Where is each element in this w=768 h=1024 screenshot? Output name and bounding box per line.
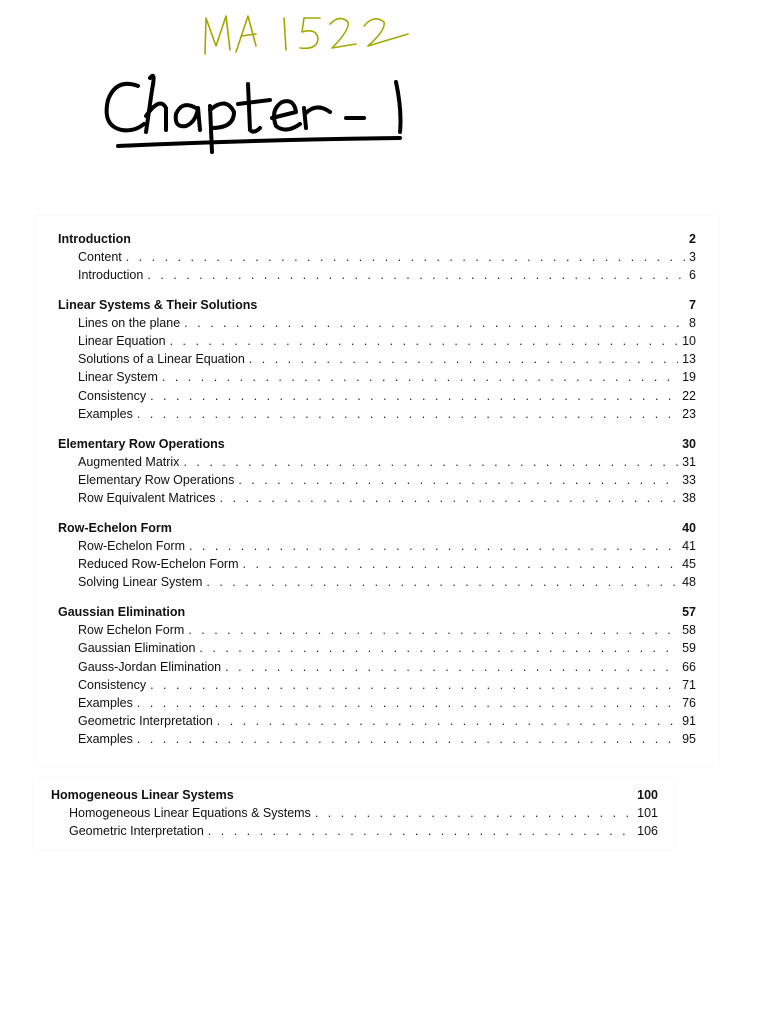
entry-title: Gauss-Jordan Elimination [78,659,222,674]
toc-entry[interactable] [58,714,696,732]
toc-entry[interactable] [58,539,696,557]
section-page-number: 100 [637,788,658,802]
dot-leader [189,539,678,553]
toc-entry[interactable] [58,623,696,641]
dot-leader [170,334,679,348]
section-title: Linear Systems & Their Solutions [58,298,258,313]
section-title: Elementary Row Operations [58,436,225,451]
entry-title: Linear System [78,370,158,385]
dot-leader [243,557,679,571]
toc-entry[interactable] [58,352,696,370]
toc-section-elementary-row-operations [58,437,696,509]
toc-entry[interactable] [58,491,696,509]
entry-title: Introduction [78,268,144,283]
entry-title: Examples [78,406,133,421]
entry-title: Content [78,250,122,264]
toc-entry[interactable] [58,370,696,388]
entry-page-number: 6 [689,268,696,283]
section-title: Gaussian Elimination [58,605,186,620]
dot-leader [184,316,685,330]
toc-section-introduction [58,232,696,286]
toc-entry[interactable] [58,334,696,352]
toc-entry[interactable] [58,316,696,334]
section-page-number: 57 [682,605,696,620]
entry-title: Row Equivalent Matrices [78,490,216,505]
entry-title: Consistency [78,388,147,403]
toc-section-row-echelon-form [58,521,696,593]
section-title: Homogeneous Linear Systems [51,788,234,802]
entry-title: Solutions of a Linear Equation [78,352,245,367]
entry-page-number: 33 [682,472,696,487]
section-page-number: 30 [682,436,696,451]
toc-entry[interactable] [58,455,696,473]
toc-section-heading[interactable] [58,521,696,539]
entry-title: Homogeneous Linear Equations & Systems [69,806,311,820]
section-title: Introduction [58,232,131,246]
entry-page-number: 19 [682,370,696,385]
entry-title: Examples [78,731,133,746]
dot-leader [162,370,678,384]
entry-page-number: 45 [682,557,696,572]
section-page-number: 40 [682,521,696,536]
handwritten-course-code [205,16,408,54]
entry-page-number: 23 [682,406,696,421]
entry-title: Gaussian Elimination [78,641,196,656]
handwritten-chapter-title [107,76,401,152]
dot-leader [208,824,633,838]
toc-entry[interactable] [58,557,696,575]
entry-title: Row-Echelon Form [78,539,185,554]
entry-page-number: 76 [682,695,696,710]
dot-leader [188,623,678,637]
entry-title: Row Echelon Form [78,623,185,638]
toc-entry[interactable] [58,473,696,491]
entry-title: Augmented Matrix [78,454,180,469]
dot-leader [315,806,633,820]
entry-title: Consistency [78,677,147,692]
toc-section-heading[interactable] [58,298,696,316]
toc-section-gaussian-elimination [58,605,696,750]
dot-leader [150,678,678,692]
entry-page-number: 71 [682,677,696,692]
section-page-number: 7 [689,298,696,313]
entry-title: Reduced Row-Echelon Form [78,557,239,572]
entry-page-number: 10 [682,334,696,349]
dot-leader [238,473,678,487]
table-of-contents-continued [51,788,658,842]
entry-page-number: 66 [682,659,696,674]
toc-section-heading[interactable] [58,437,696,455]
toc-entry[interactable] [58,678,696,696]
dot-leader [217,714,678,728]
entry-title: Geometric Interpretation [69,824,204,839]
dot-leader [150,389,678,403]
section-page-number: 2 [689,232,696,246]
entry-page-number: 31 [682,454,696,469]
toc-entry[interactable] [51,806,658,824]
entry-page-number: 58 [682,623,696,638]
entry-title: Solving Linear System [78,575,203,590]
toc-section-heading[interactable] [58,605,696,623]
entry-page-number: 38 [682,490,696,505]
toc-entry[interactable] [58,575,696,593]
table-of-contents [58,232,696,750]
toc-entry[interactable] [58,696,696,714]
entry-title: Linear Equation [78,334,166,349]
dot-leader [199,641,678,655]
toc-section-homogeneous-linear-systems [51,788,658,842]
entry-title: Geometric Interpretation [78,713,213,728]
entry-page-number: 13 [682,352,696,367]
toc-entry[interactable] [58,641,696,659]
entry-page-number: 106 [637,824,658,839]
entry-page-number: 59 [682,641,696,656]
entry-page-number: 8 [689,316,696,331]
entry-page-number: 91 [682,713,696,728]
dot-leader [137,407,678,421]
toc-entry[interactable] [58,732,696,750]
entry-title: Elementary Row Operations [78,472,235,487]
dot-leader [147,268,685,282]
entry-page-number: 41 [682,539,696,554]
entry-page-number: 95 [682,731,696,746]
dot-leader [249,352,678,366]
toc-section-heading[interactable] [51,788,658,806]
toc-entry[interactable] [58,407,696,425]
dot-leader [126,250,685,264]
entry-title: Lines on the plane [78,316,181,331]
entry-page-number: 22 [682,388,696,403]
dot-leader [206,575,678,589]
section-title: Row-Echelon Form [58,521,172,536]
dot-leader [137,696,678,710]
dot-leader [137,732,678,746]
toc-entry[interactable] [58,250,696,268]
entry-title: Examples [78,695,133,710]
toc-entry[interactable] [58,660,696,678]
toc-section-heading[interactable] [58,232,696,250]
entry-page-number: 3 [689,250,696,264]
toc-section-linear-systems-and-their-solutions [58,298,696,425]
entry-page-number: 101 [637,806,658,820]
toc-entry[interactable] [51,824,658,842]
dot-leader [220,491,679,505]
entry-page-number: 48 [682,575,696,590]
handwritten-notes [0,0,768,200]
toc-entry[interactable] [58,389,696,407]
dot-leader [183,455,678,469]
dot-leader [225,660,678,674]
toc-entry[interactable] [58,268,696,286]
